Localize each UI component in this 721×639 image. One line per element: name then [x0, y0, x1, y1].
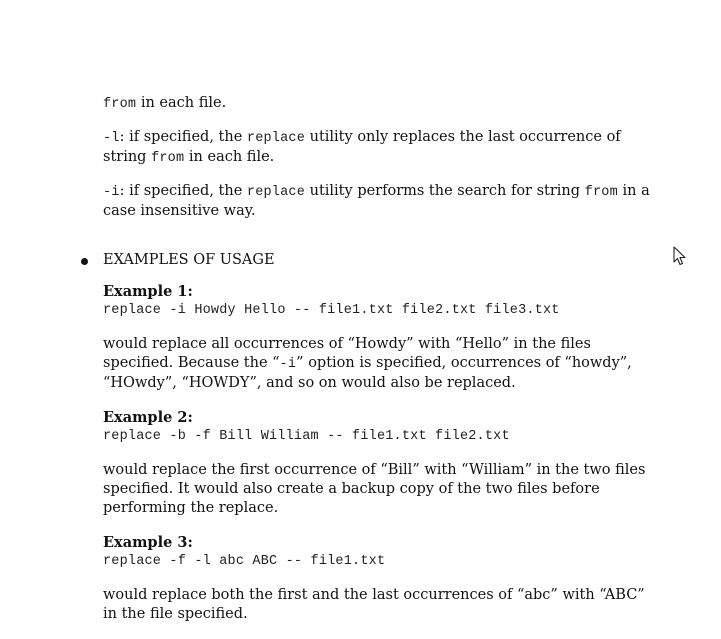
bullet-icon — [81, 258, 88, 265]
example-description — [103, 335, 663, 393]
examples-section-heading — [103, 251, 663, 270]
code-replace: replace — [246, 185, 305, 200]
para2-text1: : if specified, the — [119, 129, 247, 145]
example-title: Example 2: — [103, 409, 193, 426]
example-3 — [103, 533, 663, 624]
section-title: EXAMPLES OF USAGE — [103, 252, 275, 268]
flag-l: -l — [103, 131, 120, 146]
flag-i: -i — [279, 357, 297, 372]
document-body — [103, 94, 663, 639]
from-option-tail — [103, 94, 663, 114]
example-2 — [103, 408, 663, 518]
para2-text2: utility only replaces the last occurrence of string — [103, 129, 621, 165]
para2-text3: in each file. — [184, 149, 275, 165]
option-i-description — [103, 182, 663, 221]
example-description: would replace both the first and the last occurrences of “abc” with “ABC” in the file specified. — [103, 587, 645, 622]
example-command: replace -i Howdy Hello -- file1.txt file2.txt file3.txt — [103, 303, 560, 318]
example-command: replace -f -l abc ABC -- file1.txt — [103, 554, 386, 569]
para1-text: in each file. — [136, 95, 227, 111]
example-1 — [103, 282, 663, 393]
flag-i: -i — [103, 185, 120, 200]
para3-text3: in a case insensitive way. — [103, 183, 650, 219]
para3-text1: : if specified, the — [119, 183, 247, 199]
example-description: would replace the first occurrence of “Bill” with “William” in the two files specified. It would also create a backup copy of the two files before performing the replace. — [103, 462, 646, 516]
option-l-description — [103, 128, 663, 168]
example-desc-part: would replace all occurrences of “Howdy” with “Hello” in the files specified. Because the “ — [103, 336, 591, 371]
code-from: from — [584, 185, 618, 200]
mouse-pointer-icon — [673, 246, 687, 266]
example-desc-part: ” option is specified, occurrences of “howdy”, “HOwdy”, “HOWDY”, and so on would also be replaced. — [103, 355, 632, 391]
code-from: from — [151, 151, 185, 166]
example-command: replace -b -f Bill William -- file1.txt file2.txt — [103, 429, 510, 444]
code-replace: replace — [246, 131, 305, 146]
para3-text2: utility performs the search for string — [305, 183, 585, 199]
example-title: Example 1: — [103, 283, 193, 300]
example-title: Example 3: — [103, 534, 193, 551]
code-from: from — [103, 97, 137, 112]
